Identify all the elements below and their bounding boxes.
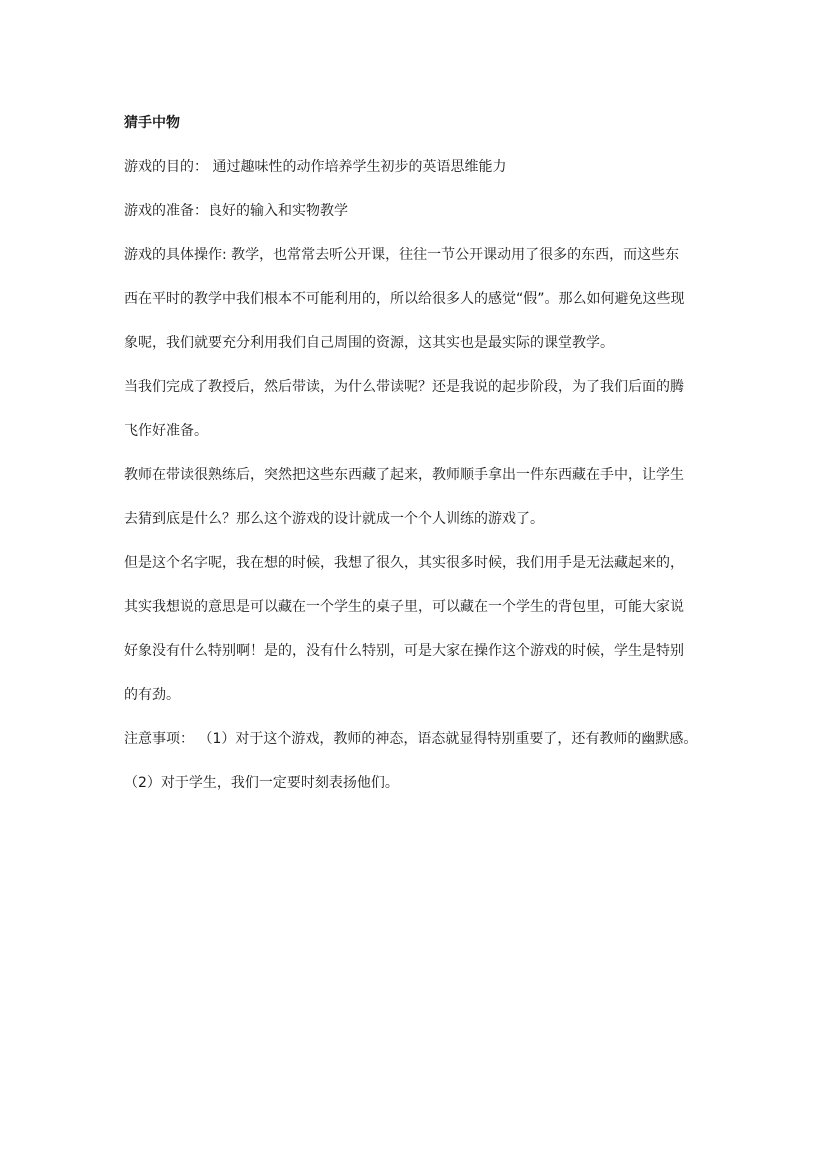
game-operation <box>124 233 704 365</box>
text-line: 游戏的具体操作: 教学，也常常去听公开课，往往一节公开课动用了很多的东西，而这些东 <box>124 247 680 263</box>
paragraph-teaching <box>124 365 704 453</box>
text-line: 象呢，我们就要充分利用我们自己周围的资源，这其实也是最实际的课堂教学。 <box>124 335 614 351</box>
text-line: 注意事项： （1）对于这个游戏，教师的神态，语态就显得特别重要了，还有教师的幽默感。 <box>124 731 698 747</box>
text-line: 飞作好准备。 <box>124 423 208 439</box>
text-line: 西在平时的教学中我们根本不可能利用的，所以给很多人的感觉“假”。那么如何避免这些现 <box>124 291 685 307</box>
text-line: 游戏的准备：良好的输入和实物教学 <box>124 203 348 219</box>
game-preparation <box>124 200 704 222</box>
text-line: （2）对于学生，我们一定要时刻表扬他们。 <box>124 775 399 791</box>
text-line: 其实我想说的意思是可以藏在一个学生的桌子里，可以藏在一个学生的背包里，可能大家说 <box>124 599 684 615</box>
text-line: 游戏的目的： 通过趣味性的动作培养学生初步的英语思维能力 <box>124 159 507 175</box>
text-line: 去猜到底是什么？那么这个游戏的设计就成一个个人训练的游戏了。 <box>124 511 544 527</box>
text-line: 的有劲。 <box>124 687 180 703</box>
paragraph-name <box>124 541 704 717</box>
text-line: 好象没有什么特别啊！是的，没有什么特别，可是大家在操作这个游戏的时候，学生是特别 <box>124 643 684 659</box>
text-line: 当我们完成了教授后，然后带读，为什么带读呢？还是我说的起步阶段，为了我们后面的腾 <box>124 379 684 395</box>
document-title: 猜手中物 <box>124 115 180 131</box>
paragraph-hiding <box>124 453 704 541</box>
game-purpose <box>124 156 704 178</box>
document-body <box>124 112 704 805</box>
text-line: 教师在带读很熟练后，突然把这些东西藏了起来，教师顺手拿出一件东西藏在手中，让学生 <box>124 467 684 483</box>
text-line: 但是这个名字呢，我在想的时候，我想了很久，其实很多时候，我们用手是无法藏起来的， <box>124 555 684 571</box>
notes <box>124 717 704 805</box>
